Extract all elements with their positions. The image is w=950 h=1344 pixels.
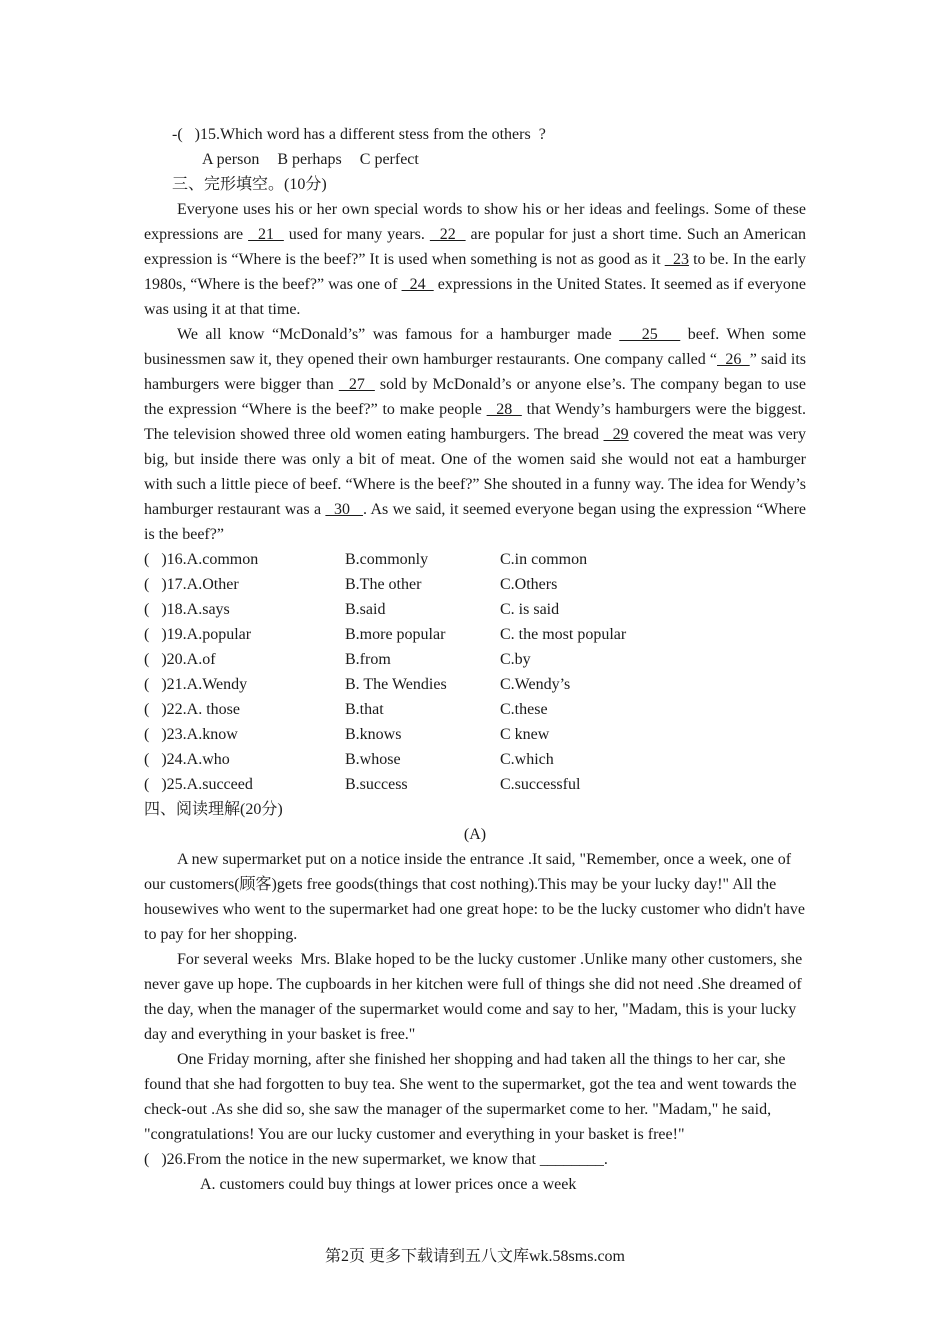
question-15: -( )15.Which word has a different stess from the others ? (172, 126, 546, 143)
document-page (144, 122, 806, 1197)
option-row: ( )21.A.Wendy B. The Wendies C.Wendy’s (144, 676, 571, 693)
q15-option-c: C perfect (359, 151, 419, 168)
blank-22: 22 (429, 226, 466, 243)
option-row: ( )17.A.Other B.The other C.Others (144, 576, 558, 593)
cloze-options-list (144, 547, 806, 797)
option-row: ( )22.A. those B.that C.these (144, 701, 548, 718)
question-26-option-a: A. customers could buy things at lower prices once a week (200, 1176, 577, 1193)
blank-26: 26 (717, 351, 750, 368)
section-3-title: 三、完形填空。(10分) (172, 176, 327, 193)
q15-option-a: A person (202, 151, 260, 168)
page-footer: 第2页 更多下载请到五八文库wk.58sms.com (324, 1248, 625, 1265)
reading-paragraph-1: A new supermarket put on a notice inside the entrance .It said, "Remember, once a week, one of our customers(顾客)gets free goods(things that cost nothing).This may be your lucky day!" All the housewives who went to the supermarket had one great hope: to be the lucky customer who didn't have to pay for her shopping. (144, 851, 805, 943)
question-26: ( )26.From the notice in the new supermarket, we know that ________. (144, 1151, 608, 1168)
reading-paragraph-3: One Friday morning, after she finished her shopping and had taken all the things to her car, she found that she had forgotten to buy tea. She went to the supermarket, got the tea and went towards the check-out .As she did so, she saw the manager of the supermarket come to her. "Madam," he said, "congratulations! You are our lucky customer and everything in your basket is free!" (144, 1051, 797, 1143)
question-15-options (144, 147, 806, 172)
option-row: ( )18.A.says B.said C. is said (144, 601, 560, 618)
blank-25: 25 (619, 326, 681, 343)
option-row: ( )23.A.know B.knows C knew (144, 726, 550, 743)
cloze-paragraph-1: Everyone uses his or her own special words to show his or her ideas and feelings. Some of these expressions are 21 used for many years. 22 are popular for just a short time. Such an American expression is “Where is the beef?” It is used when something is not as good as it 23 to be. In the early 1980s, “Where is the beef?” was one of 24 expressions in the United States. It seemed as if everyone was using it at that time. (144, 201, 807, 318)
passage-label: (A) (463, 826, 487, 843)
section-4-title: 四、阅读理解(20分) (144, 801, 283, 818)
option-row: ( )16.A.common B.commonly C.in common (144, 551, 588, 568)
blank-29: 29 (603, 426, 629, 443)
option-row: ( )25.A.succeed B.success C.successful (144, 776, 581, 793)
option-row: ( )20.A.of B.from C.by (144, 651, 531, 668)
cloze-paragraph-2: We all know “McDonald’s” was famous for a hamburger made 25 beef. When some businessmen saw it, they opened their own hamburger restaurants. One company called “ 26 ” said its hamburgers were bigger than 27 sold by McDonald’s or anyone else’s. The company began to use the expression “Where is the beef?” to make people 28 that Wendy’s hamburgers were the biggest. The television showed three old women eating hamburgers. The bread 29 covered the meat was very big, but inside there was only a bit of meat. One of the women said she would not eat a hamburger with such a little piece of beef. “Where is the beef?” She shouted in a funny way. The idea for Wendy’s hamburger restaurant was a 30 . As we said, it seemed everyone began using the expression “Where is the beef?” (144, 326, 807, 543)
blank-24: 24 (401, 276, 434, 293)
option-row: ( )24.A.who B.whose C.which (144, 751, 554, 768)
q15-option-b: B perhaps (277, 151, 342, 168)
option-row: ( )19.A.popular B.more popular C. the most popular (144, 626, 627, 643)
blank-30: 30 (325, 501, 364, 518)
blank-23: 23 (664, 251, 689, 268)
blank-27: 27 (338, 376, 375, 393)
reading-paragraph-2: For several weeks Mrs. Blake hoped to be the lucky customer .Unlike many other customers, she never gave up hope. The cupboards in her kitchen were full of things she did not need .She dreamed of the day, when the manager of the supermarket would come and say to her, "Madam, this is your lucky day and everything in your basket is free." (144, 951, 803, 1043)
blank-21: 21 (248, 226, 284, 243)
blank-28: 28 (486, 401, 522, 418)
